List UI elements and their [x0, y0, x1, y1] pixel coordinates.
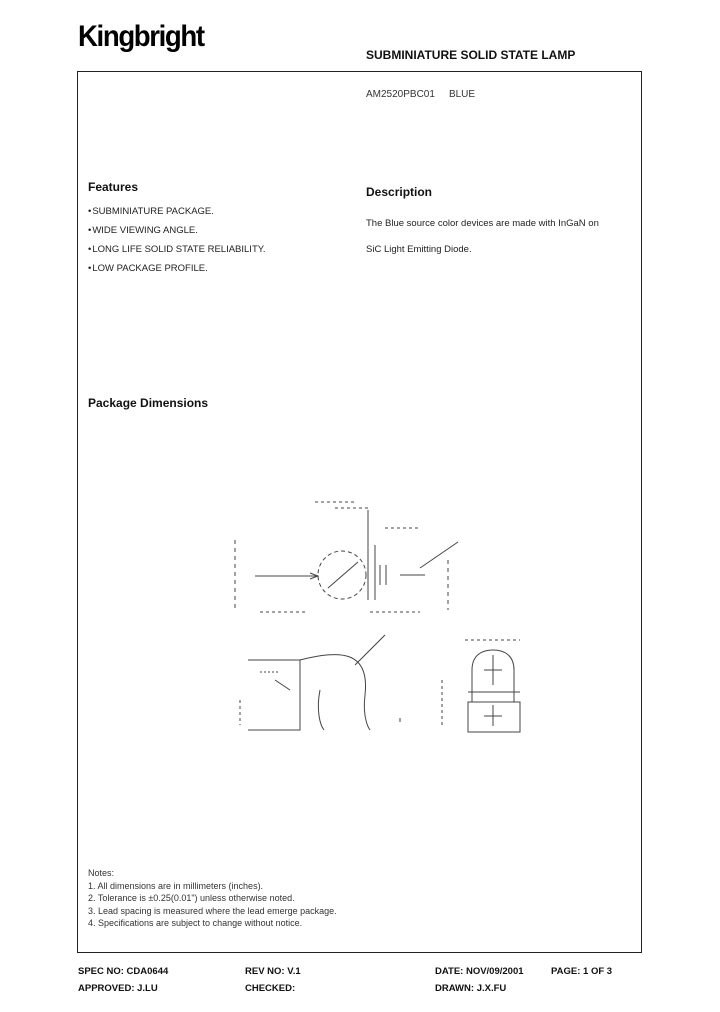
notes-block — [88, 867, 337, 930]
package-dimensions-heading: Package Dimensions — [88, 396, 209, 410]
description-heading: Description — [366, 185, 433, 199]
note-item: 2. Tolerance is ±0.25(0.01") unless otherwise noted. — [88, 893, 295, 903]
led-chamfer-line — [328, 562, 358, 588]
note-item: 4. Specifications are subject to change without notice. — [88, 918, 303, 928]
leader-line — [420, 542, 458, 568]
led-body-outline — [318, 551, 366, 599]
package-side-outline — [248, 660, 300, 730]
feature-item: • LOW PACKAGE PROFILE. — [88, 259, 266, 278]
package-dome-outline — [318, 690, 324, 730]
feature-item: • WIDE VIEWING ANGLE. — [88, 221, 266, 240]
feature-item: • SUBMINIATURE PACKAGE. — [88, 202, 266, 221]
description-line: SiC Light Emitting Diode. — [366, 244, 472, 255]
features-heading: Features — [88, 180, 139, 194]
part-number: AM2520PBC01 — [366, 89, 435, 100]
checked-by: CHECKED: — [245, 983, 296, 994]
part-line — [366, 89, 489, 100]
package-base-outline — [468, 702, 520, 732]
features-list — [88, 202, 266, 278]
package-dimensions-drawing — [220, 490, 540, 750]
notes-title: Notes: — [88, 868, 115, 878]
spec-number: SPEC NO: CDA0644 — [78, 966, 169, 977]
note-item: 3. Lead spacing is measured where the lead emerge package. — [88, 905, 337, 916]
note-item: 1. All dimensions are in millimeters (inches). — [88, 880, 264, 891]
part-color: BLUE — [448, 89, 476, 100]
description-text — [366, 211, 636, 263]
leader-line — [355, 635, 385, 665]
feature-item: • LONG LIFE SOLID STATE RELIABILITY. — [88, 240, 266, 259]
revision-number: REV NO: V.1 — [245, 966, 301, 977]
document-date: DATE: NOV/09/2001 — [435, 966, 524, 977]
package-dome-outline — [300, 655, 370, 730]
document-title: SUBMINIATURE SOLID STATE LAMP — [366, 48, 576, 62]
kingbright-logo: Kingbright — [78, 20, 204, 53]
drawn-by: DRAWN: J.X.FU — [435, 983, 507, 994]
approved-by: APPROVED: J.LU — [78, 983, 158, 994]
dimension-line — [275, 680, 290, 690]
description-line: The Blue source color devices are made with InGaN on — [366, 218, 599, 229]
page-number: PAGE: 1 OF 3 — [551, 966, 613, 977]
